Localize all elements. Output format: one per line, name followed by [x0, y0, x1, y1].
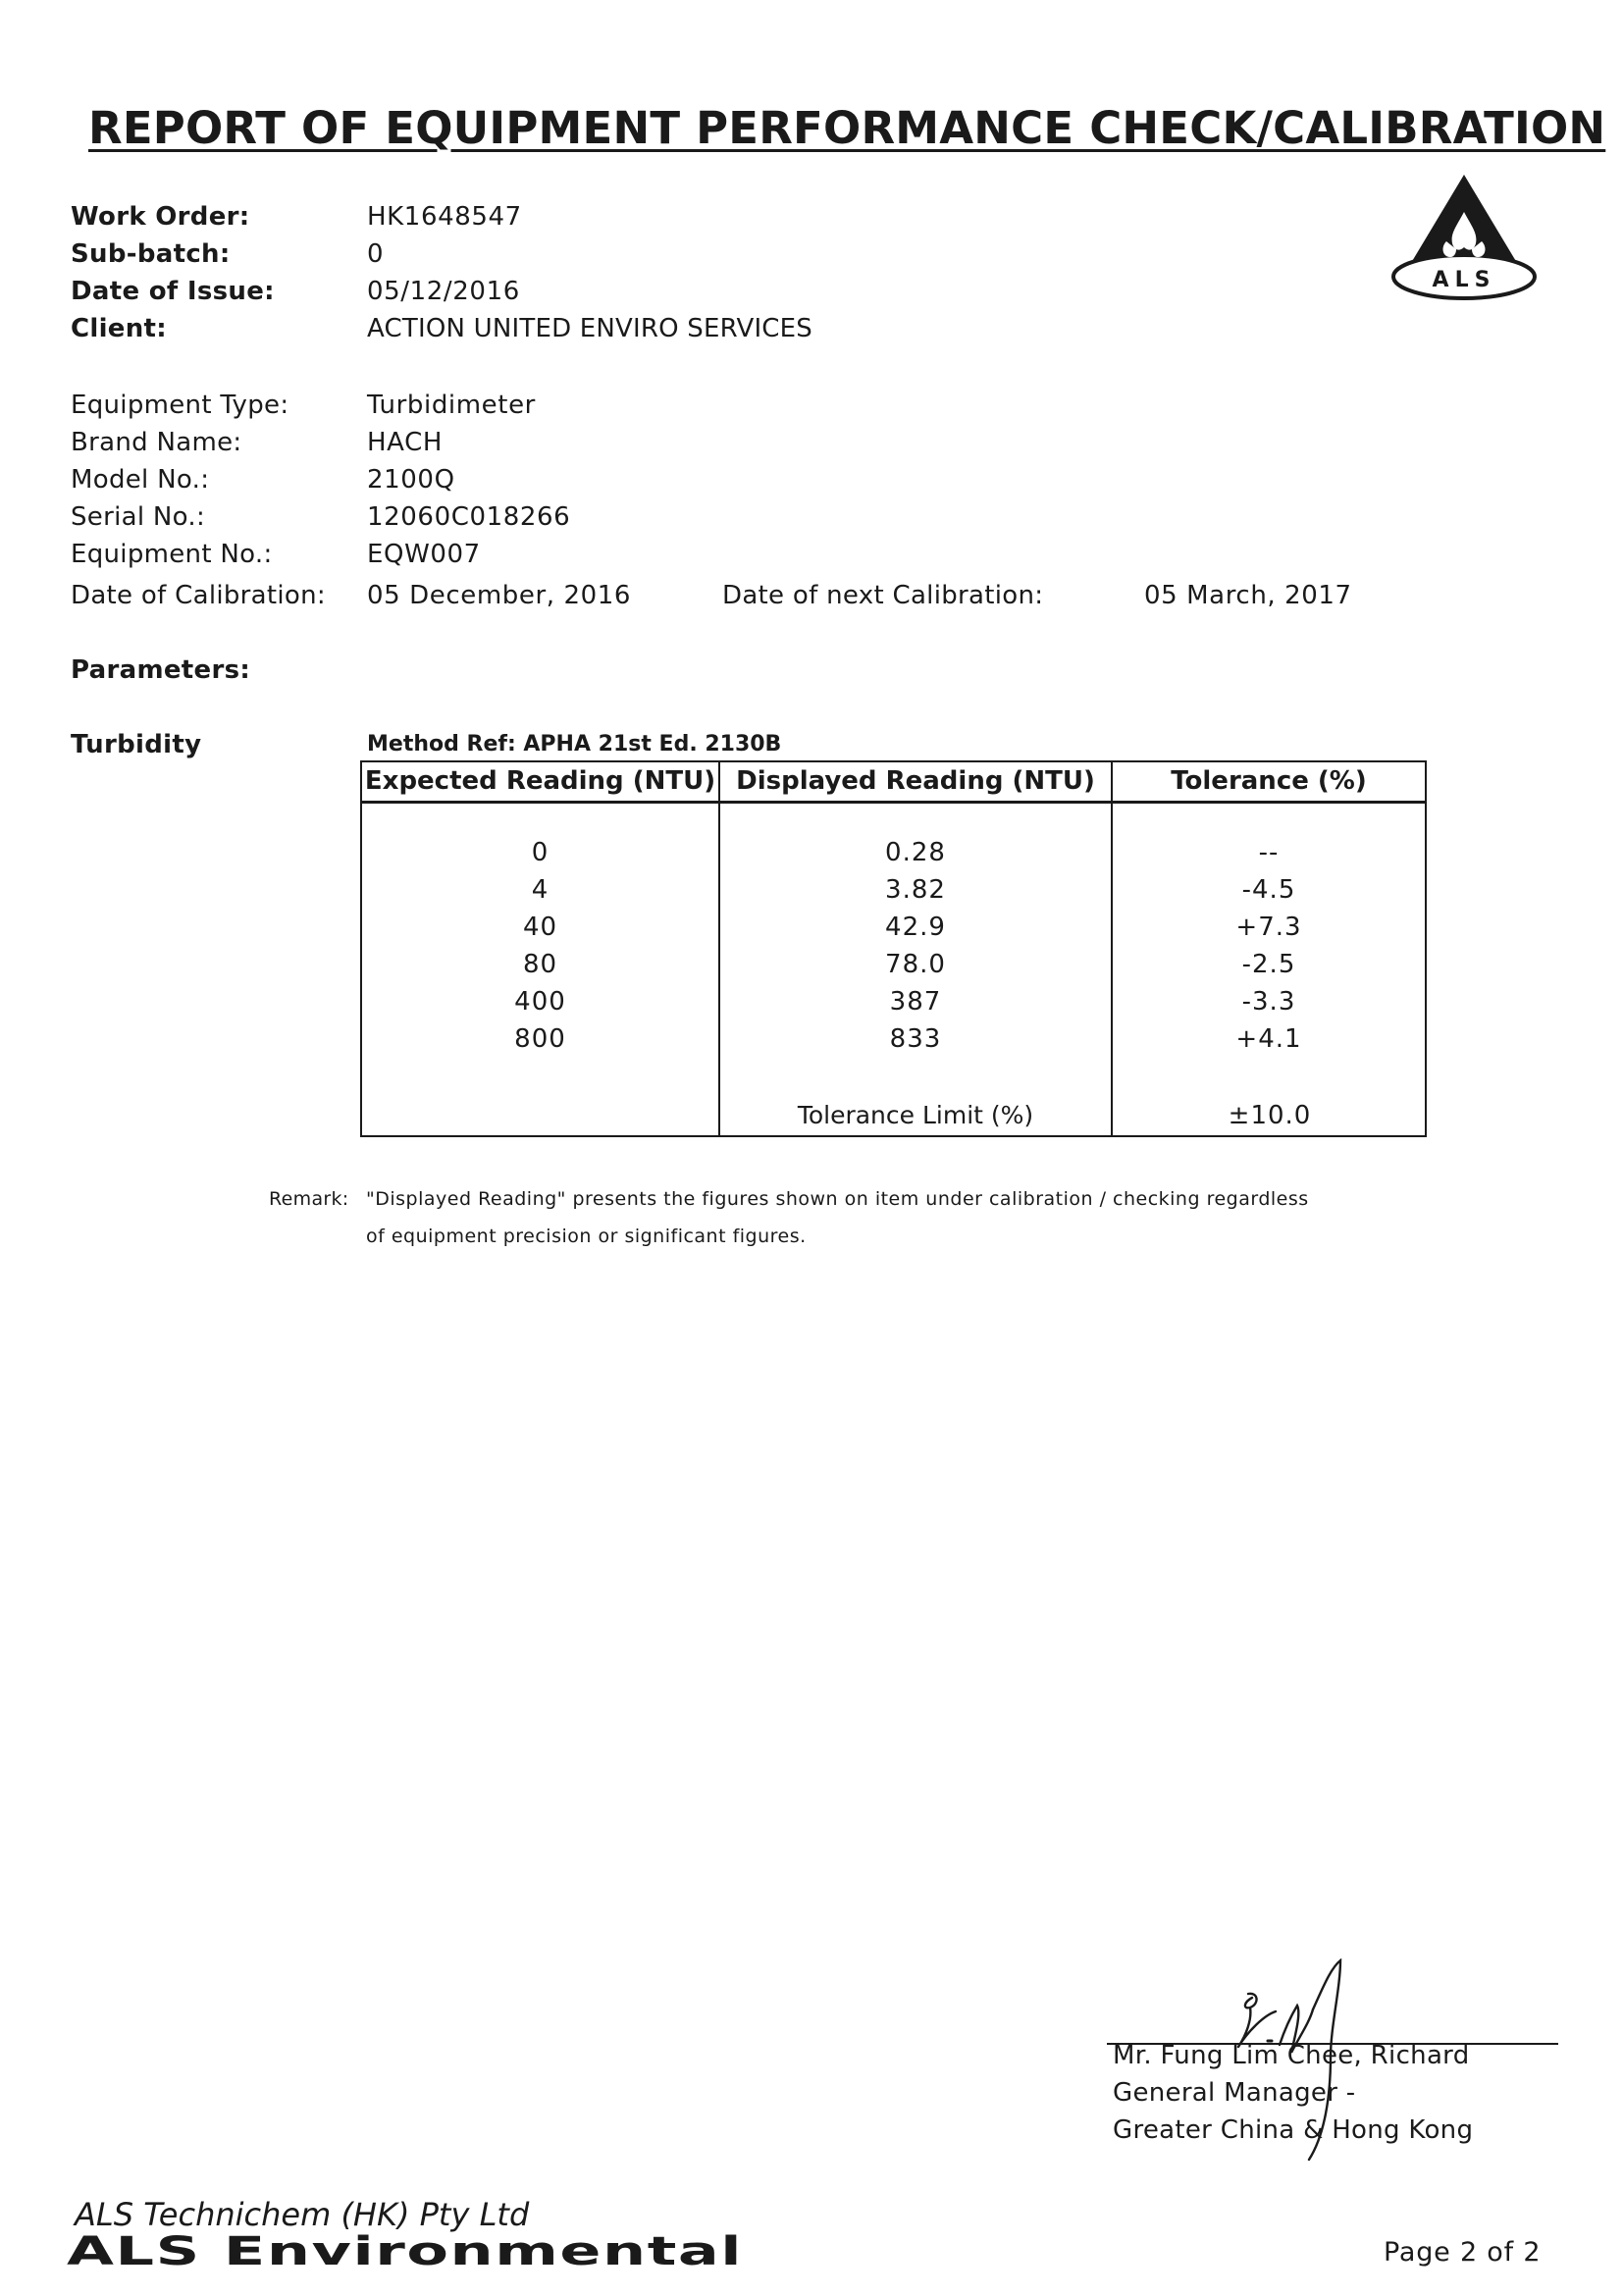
- company-name: ALS Technichem (HK) Pty Ltd: [75, 2196, 530, 2233]
- header-tolerance: Tolerance (%): [1171, 766, 1367, 796]
- serial-no-label: Serial No.:: [71, 502, 206, 532]
- sub-batch-label: Sub-batch:: [71, 239, 231, 269]
- equipment-no-label: Equipment No.:: [71, 540, 273, 569]
- parameter-name: Turbidity: [71, 730, 202, 759]
- header-displayed: Displayed Reading (NTU): [736, 766, 1095, 796]
- brand-logo: ALS Environmental: [67, 2229, 744, 2274]
- tolerance-cell: -2.5: [1241, 950, 1296, 979]
- displayed-cell: 833: [889, 1024, 942, 1054]
- displayed-cell: 387: [889, 987, 942, 1017]
- next-calibration-label: Date of next Calibration:: [722, 581, 1044, 610]
- tolerance-cell: --: [1258, 838, 1280, 867]
- expected-cell: 4: [531, 875, 550, 905]
- expected-cell: 400: [514, 987, 566, 1017]
- model-no-value: 2100Q: [367, 465, 455, 495]
- expected-cell: 800: [514, 1024, 566, 1054]
- displayed-cell: 0.28: [885, 838, 946, 867]
- calibration-table: [360, 760, 1427, 1137]
- page-number: Page 2 of 2: [1384, 2237, 1542, 2268]
- client-value: ACTION UNITED ENVIRO SERVICES: [367, 314, 812, 343]
- serial-no-value: 12060C018266: [367, 502, 571, 532]
- table-header-rule: [362, 801, 1425, 804]
- model-no-label: Model No.:: [71, 465, 210, 495]
- equipment-type-label: Equipment Type:: [71, 391, 289, 420]
- tolerance-cell: -4.5: [1241, 875, 1296, 905]
- client-label: Client:: [71, 314, 167, 343]
- date-of-issue-label: Date of Issue:: [71, 277, 275, 306]
- svg-text:ALS: ALS: [1432, 268, 1496, 292]
- displayed-cell: 3.82: [885, 875, 946, 905]
- next-calibration-value: 05 March, 2017: [1144, 581, 1352, 610]
- remark-line: "Displayed Reading" presents the figures shown on item under calibration / checking regardless: [366, 1188, 1309, 1210]
- work-order-value: HK1648547: [367, 202, 522, 232]
- remark-line: of equipment precision or significant figures.: [366, 1226, 807, 1247]
- parameters-label: Parameters:: [71, 655, 251, 685]
- tolerance-cell: -3.3: [1241, 987, 1296, 1017]
- work-order-label: Work Order:: [71, 202, 250, 232]
- equipment-type-value: Turbidimeter: [367, 391, 536, 420]
- method-ref: Method Ref: APHA 21st Ed. 2130B: [367, 732, 782, 757]
- signatory-title: General Manager -: [1113, 2078, 1356, 2108]
- report-title: REPORT OF EQUIPMENT PERFORMANCE CHECK/CALIBRATION: [88, 102, 1606, 154]
- signatory-region: Greater China & Hong Kong: [1113, 2115, 1474, 2145]
- tolerance-cell: +7.3: [1235, 913, 1302, 942]
- date-of-calibration-value: 05 December, 2016: [367, 581, 632, 610]
- displayed-cell: 78.0: [885, 950, 946, 979]
- tolerance-cell: +4.1: [1235, 1024, 1302, 1054]
- brand-name-label: Brand Name:: [71, 428, 242, 457]
- date-of-calibration-label: Date of Calibration:: [71, 581, 326, 610]
- header-expected: Expected Reading (NTU): [364, 766, 716, 796]
- equipment-no-value: EQW007: [367, 540, 481, 569]
- sub-batch-value: 0: [367, 239, 385, 269]
- expected-cell: 0: [531, 838, 550, 867]
- signatory-name: Mr. Fung Lim Chee, Richard: [1113, 2041, 1470, 2070]
- als-logo-icon: [1391, 173, 1537, 302]
- tolerance-limit-label: Tolerance Limit (%): [797, 1101, 1034, 1129]
- brand-name-value: HACH: [367, 428, 443, 457]
- expected-cell: 80: [522, 950, 558, 979]
- date-of-issue-value: 05/12/2016: [367, 277, 520, 306]
- displayed-cell: 42.9: [885, 913, 946, 942]
- remark-label: Remark:: [269, 1188, 349, 1210]
- expected-cell: 40: [522, 913, 558, 942]
- tolerance-limit-value: ±10.0: [1228, 1101, 1312, 1130]
